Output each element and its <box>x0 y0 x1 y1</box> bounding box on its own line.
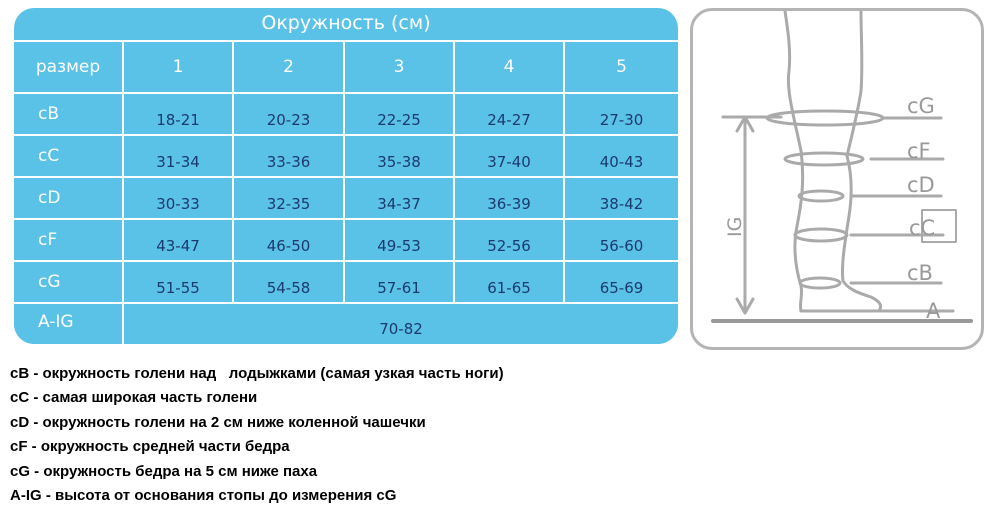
cell-cc-4: 37-40 <box>453 134 563 176</box>
row-label-cd: cD <box>14 176 122 218</box>
label-ig: IG <box>724 216 746 237</box>
row-label-cb: cB <box>14 92 122 134</box>
ring-cg <box>767 111 883 125</box>
cell-cg-3: 57-61 <box>343 260 453 302</box>
label-a: A <box>926 299 941 323</box>
leg-illustration <box>693 11 981 347</box>
table-title: Окружность (см) <box>261 12 431 34</box>
ring-cf <box>785 153 863 165</box>
label-cb: cB <box>907 261 933 285</box>
cell-cf-5: 56-60 <box>563 218 678 260</box>
cell-a-ig: 70-82 <box>122 302 678 344</box>
cell-cb-4: 24-27 <box>453 92 563 134</box>
label-cc: cC <box>909 216 936 240</box>
cell-cf-2: 46-50 <box>232 218 343 260</box>
cell-cg-1: 51-55 <box>122 260 232 302</box>
cell-cd-1: 30-33 <box>122 176 232 218</box>
legend-cc: cC - самая широкая часть голени <box>10 389 258 407</box>
row-label-a-ig: A-IG <box>14 302 122 344</box>
cell-cf-3: 49-53 <box>343 218 453 260</box>
legend-a-ig: A-IG - высота от основания стопы до измерения cG <box>10 486 397 504</box>
cell-cb-5: 27-30 <box>563 92 678 134</box>
cell-cf-4: 52-56 <box>453 218 563 260</box>
label-cd: cD <box>907 173 935 197</box>
row-label-cg: cG <box>14 260 122 302</box>
header-size-4: 4 <box>453 40 563 92</box>
legend-cb: cB - окружность голени над лодыжками (самая узкая часть ноги) <box>10 365 504 382</box>
cell-cb-1: 18-21 <box>122 92 232 134</box>
legend-cg: cG - окружность бедра на 5 см ниже паха <box>10 462 318 480</box>
cell-cg-2: 54-58 <box>232 260 343 302</box>
cell-cd-2: 32-35 <box>232 176 343 218</box>
cell-cd-5: 38-42 <box>563 176 678 218</box>
ring-cc <box>795 229 847 241</box>
cell-cb-2: 20-23 <box>232 92 343 134</box>
cell-cc-2: 33-36 <box>232 134 343 176</box>
row-label-cf: cF <box>14 218 122 260</box>
header-size-5: 5 <box>563 40 678 92</box>
label-cf: cF <box>907 139 931 163</box>
cell-cg-4: 61-65 <box>453 260 563 302</box>
cell-cd-3: 34-37 <box>343 176 453 218</box>
header-size-label: размер <box>14 40 122 92</box>
cell-cd-4: 36-39 <box>453 176 563 218</box>
header-size-1: 1 <box>122 40 232 92</box>
header-size-3: 3 <box>343 40 453 92</box>
cell-cf-1: 43-47 <box>122 218 232 260</box>
measurement-legend <box>10 362 504 508</box>
size-table <box>14 8 678 344</box>
legend-cd: cD - окружность голени на 2 см ниже коленной чашечки <box>10 413 426 431</box>
cell-cb-3: 22-25 <box>343 92 453 134</box>
ring-cd <box>799 191 843 201</box>
cell-cc-1: 31-34 <box>122 134 232 176</box>
legend-cf: cF - окружность средней части бедра <box>10 438 290 456</box>
cell-cc-3: 35-38 <box>343 134 453 176</box>
header-size-2: 2 <box>232 40 343 92</box>
ring-cb <box>800 278 840 288</box>
row-label-cc: cC <box>14 134 122 176</box>
label-cg: cG <box>907 94 935 118</box>
leg-diagram <box>690 8 984 350</box>
cell-cg-5: 65-69 <box>563 260 678 302</box>
cell-cc-5: 40-43 <box>563 134 678 176</box>
